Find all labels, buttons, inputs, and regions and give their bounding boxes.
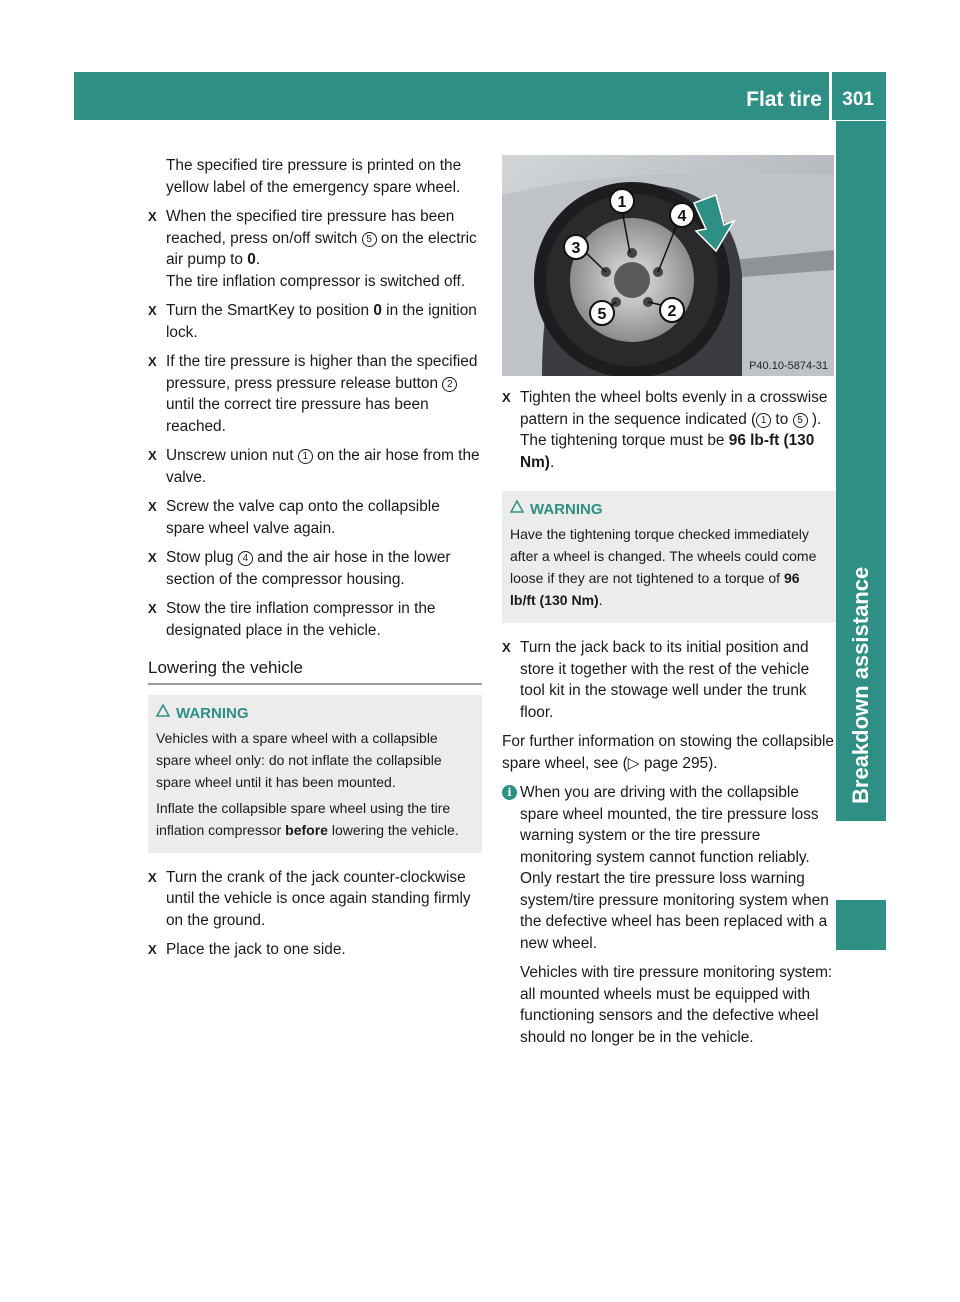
callout-4-icon [670,203,694,227]
step-item: X Turn the jack back to its initial position and store it together with the rest of the vehicle tool kit in the stowage well under the trunk floor. [502,639,810,721]
warning-text: Vehicles with a spare wheel with a collapsible spare wheel only: do not inflate the collapsible spare wheel until it has been mounted. [156,729,442,790]
header-divider [829,72,832,120]
callout-2-icon [660,298,684,322]
wheel-figure [502,155,834,376]
section-heading: Lowering the vehicle [148,657,482,685]
step-marker-icon: X [148,942,157,957]
info-text: When you are driving with the collapsible spare wheel mounted, the tire pressure loss warning system or the tire pressure monitoring system cannot function reliably. Only restart the tire pressure loss warning system/tire pressure monitoring system when the defective wheel has been replaced with a new wheel. [520,784,829,952]
intro-text: The specified tire pressure is printed on the yellow label of the emergency spare wheel. [166,157,462,196]
side-tab-block [836,900,886,950]
svg-text:5: 5 [597,306,607,323]
callout-5-icon [590,301,614,325]
page-ref-arrow-icon: ▷ [627,754,640,772]
step-marker-icon: X [148,869,157,885]
step-item: X Unscrew union nut 1 on the air hose from the valve. [148,447,480,486]
step-item: X Stow the tire inflation compressor in the designated place in the vehicle. [148,600,436,639]
reference-paragraph: For further information on stowing the collapsible spare wheel, see (▷ page 295). [502,733,834,772]
left-column [148,155,482,969]
step-result: The tire inflation compressor is switched off. [166,272,466,290]
step-marker-icon: X [502,390,511,405]
section-title: Flat tire [746,88,822,111]
step-marker-icon: X [148,499,157,514]
step-item: X Stow plug 4 and the air hose in the lower section of the compressor housing. [148,549,451,588]
callout-number-icon: 1 [298,449,313,464]
step-item: X Turn the SmartKey to position 0 in the ignition lock. [148,302,477,341]
info-icon: i [502,785,517,800]
step-item: X When the specified tire pressure has been reached, press on/off switch 5 on the electric air pump to 0. The tire inflation compressor is switched off. [148,206,482,292]
callout-number-icon: 5 [362,232,377,247]
svg-text:2: 2 [667,303,677,320]
callout-1-icon [610,189,634,213]
svg-text:4: 4 [677,208,687,225]
warning-triangle-icon [510,500,524,513]
page-number: 301 [842,89,874,110]
warning-text: Inflate the collapsible spare wheel using the tire inflation compressor before lowering the vehicle. [156,799,459,838]
warning-box [502,491,836,623]
warning-text: Have the tightening torque checked immediately after a wheel is changed. The wheels could come loose if they are not tightened to a torque of 96 lb/ft (130 Nm). [510,526,817,608]
step-marker-icon: X [502,640,511,655]
step-item: X Turn the crank of the jack counter-clockwise until the vehicle is once again standing firmly on the ground. [148,868,471,929]
warning-triangle-icon [156,704,170,717]
callout-number-icon: 4 [238,551,253,566]
callout-number-icon: 5 [793,413,808,428]
step-marker-icon: X [148,303,157,318]
page-header [74,72,886,120]
step-item: X Tighten the wheel bolts evenly in a crosswise pattern in the sequence indicated ( 1 to 5 ). The tightening torque must be 96 lb-ft (130 Nm). [502,389,828,471]
svg-text:1: 1 [617,194,627,211]
step-item: X Place the jack to one side. [148,939,482,961]
callout-number-icon: 2 [442,377,457,392]
step-marker-icon: X [148,209,157,224]
step-marker-icon: X [148,448,157,463]
info-note [502,782,836,1048]
figure-code: P40.10-5874-31 [749,360,828,372]
step-item: X If the tire pressure is higher than the specified pressure, press pressure release button 2 until the correct tire pressure has been reached. [148,353,478,435]
warning-title: WARNING [510,499,828,521]
svg-text:3: 3 [571,240,581,257]
info-text: Vehicles with tire pressure monitoring system: all mounted wheels must be equipped with functioning sensors and the defective wheel should no longer be in the vehicle. [520,964,833,1046]
side-tab-label: Breakdown assistance [848,566,873,804]
step-marker-icon: X [148,550,157,565]
right-column [502,387,836,1056]
step-marker-icon: X [148,601,157,616]
callout-number-icon: 1 [756,413,771,428]
warning-box [148,695,482,853]
step-marker-icon: X [148,354,157,369]
callout-3-icon [564,235,588,259]
step-item: X Screw the valve cap onto the collapsible spare wheel valve again. [148,498,440,537]
wheel-illustration [502,155,834,376]
warning-title: WARNING [156,703,474,725]
